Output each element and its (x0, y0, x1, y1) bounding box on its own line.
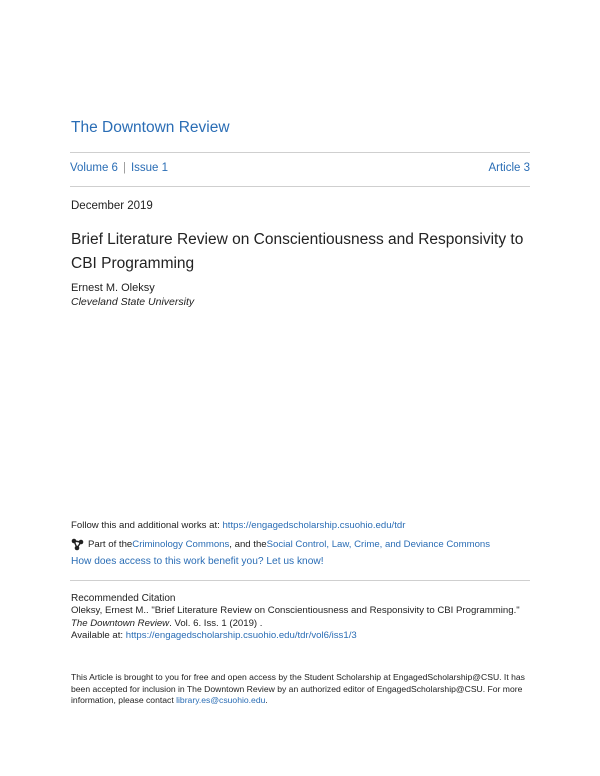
network-icon (71, 538, 84, 551)
contact-email-link[interactable]: library.es@csuohio.edu (176, 695, 266, 705)
top-divider (70, 152, 530, 153)
author-name: Ernest M. Oleksy (71, 282, 155, 294)
issue-info-row (70, 162, 530, 174)
volume-link[interactable]: Volume 6 (70, 162, 118, 174)
citation-available (71, 630, 541, 643)
citation-url-link[interactable]: https://engagedscholarship.csuohio.edu/tdr/vol6/iss1/3 (125, 630, 357, 641)
citation-journal: The Downtown Review (71, 617, 170, 629)
journal-title[interactable]: The Downtown Review (71, 119, 230, 136)
access-footer (71, 672, 541, 707)
social-control-commons-link[interactable]: Social Control, Law, Crime, and Deviance Commons (266, 539, 491, 550)
third-divider (70, 580, 530, 581)
citation-line-1: Oleksy, Ernest M.. "Brief Literature Review on Conscientiousness and Responsivity to CBI Programming." (71, 605, 520, 616)
follow-prefix: Follow this and additional works at: (71, 520, 223, 531)
article-title: Brief Literature Review on Conscientiousness and Responsivity to CBI Programming (71, 231, 524, 272)
article-link[interactable]: Article 3 (488, 162, 530, 174)
part-of-middle: , and the (229, 539, 267, 550)
footer-text: This Article is brought to you for free and open access by the Student Scholarship at EngagedScholarship@CSU. It has been accepted for inclusion in The Downtown Review by an authorized editor of EngagedScholarship@CSU. For more information, please contact (71, 672, 525, 705)
citation-block (71, 605, 541, 643)
citation-line-2 (71, 618, 541, 631)
citation-volume: . Vol. 6. Iss. 1 (2019) . (169, 617, 263, 629)
separator: | (122, 162, 126, 174)
second-divider (70, 186, 530, 187)
publication-date: December 2019 (71, 200, 153, 212)
issue-link[interactable]: Issue 1 (130, 162, 169, 174)
part-of-prefix: Part of the (88, 539, 133, 550)
footer-end: . (265, 695, 268, 705)
follow-line (71, 520, 405, 531)
author-affiliation: Cleveland State University (71, 296, 195, 308)
part-of-line (71, 538, 490, 551)
benefit-feedback-link[interactable]: How does access to this work benefit you? Let us know! (71, 556, 324, 567)
available-prefix: Available at: (71, 630, 126, 641)
criminology-commons-link[interactable]: Criminology Commons (132, 539, 230, 550)
recommended-citation-heading: Recommended Citation (71, 593, 176, 604)
follow-url-link[interactable]: https://engagedscholarship.csuohio.edu/tdr (222, 520, 406, 531)
